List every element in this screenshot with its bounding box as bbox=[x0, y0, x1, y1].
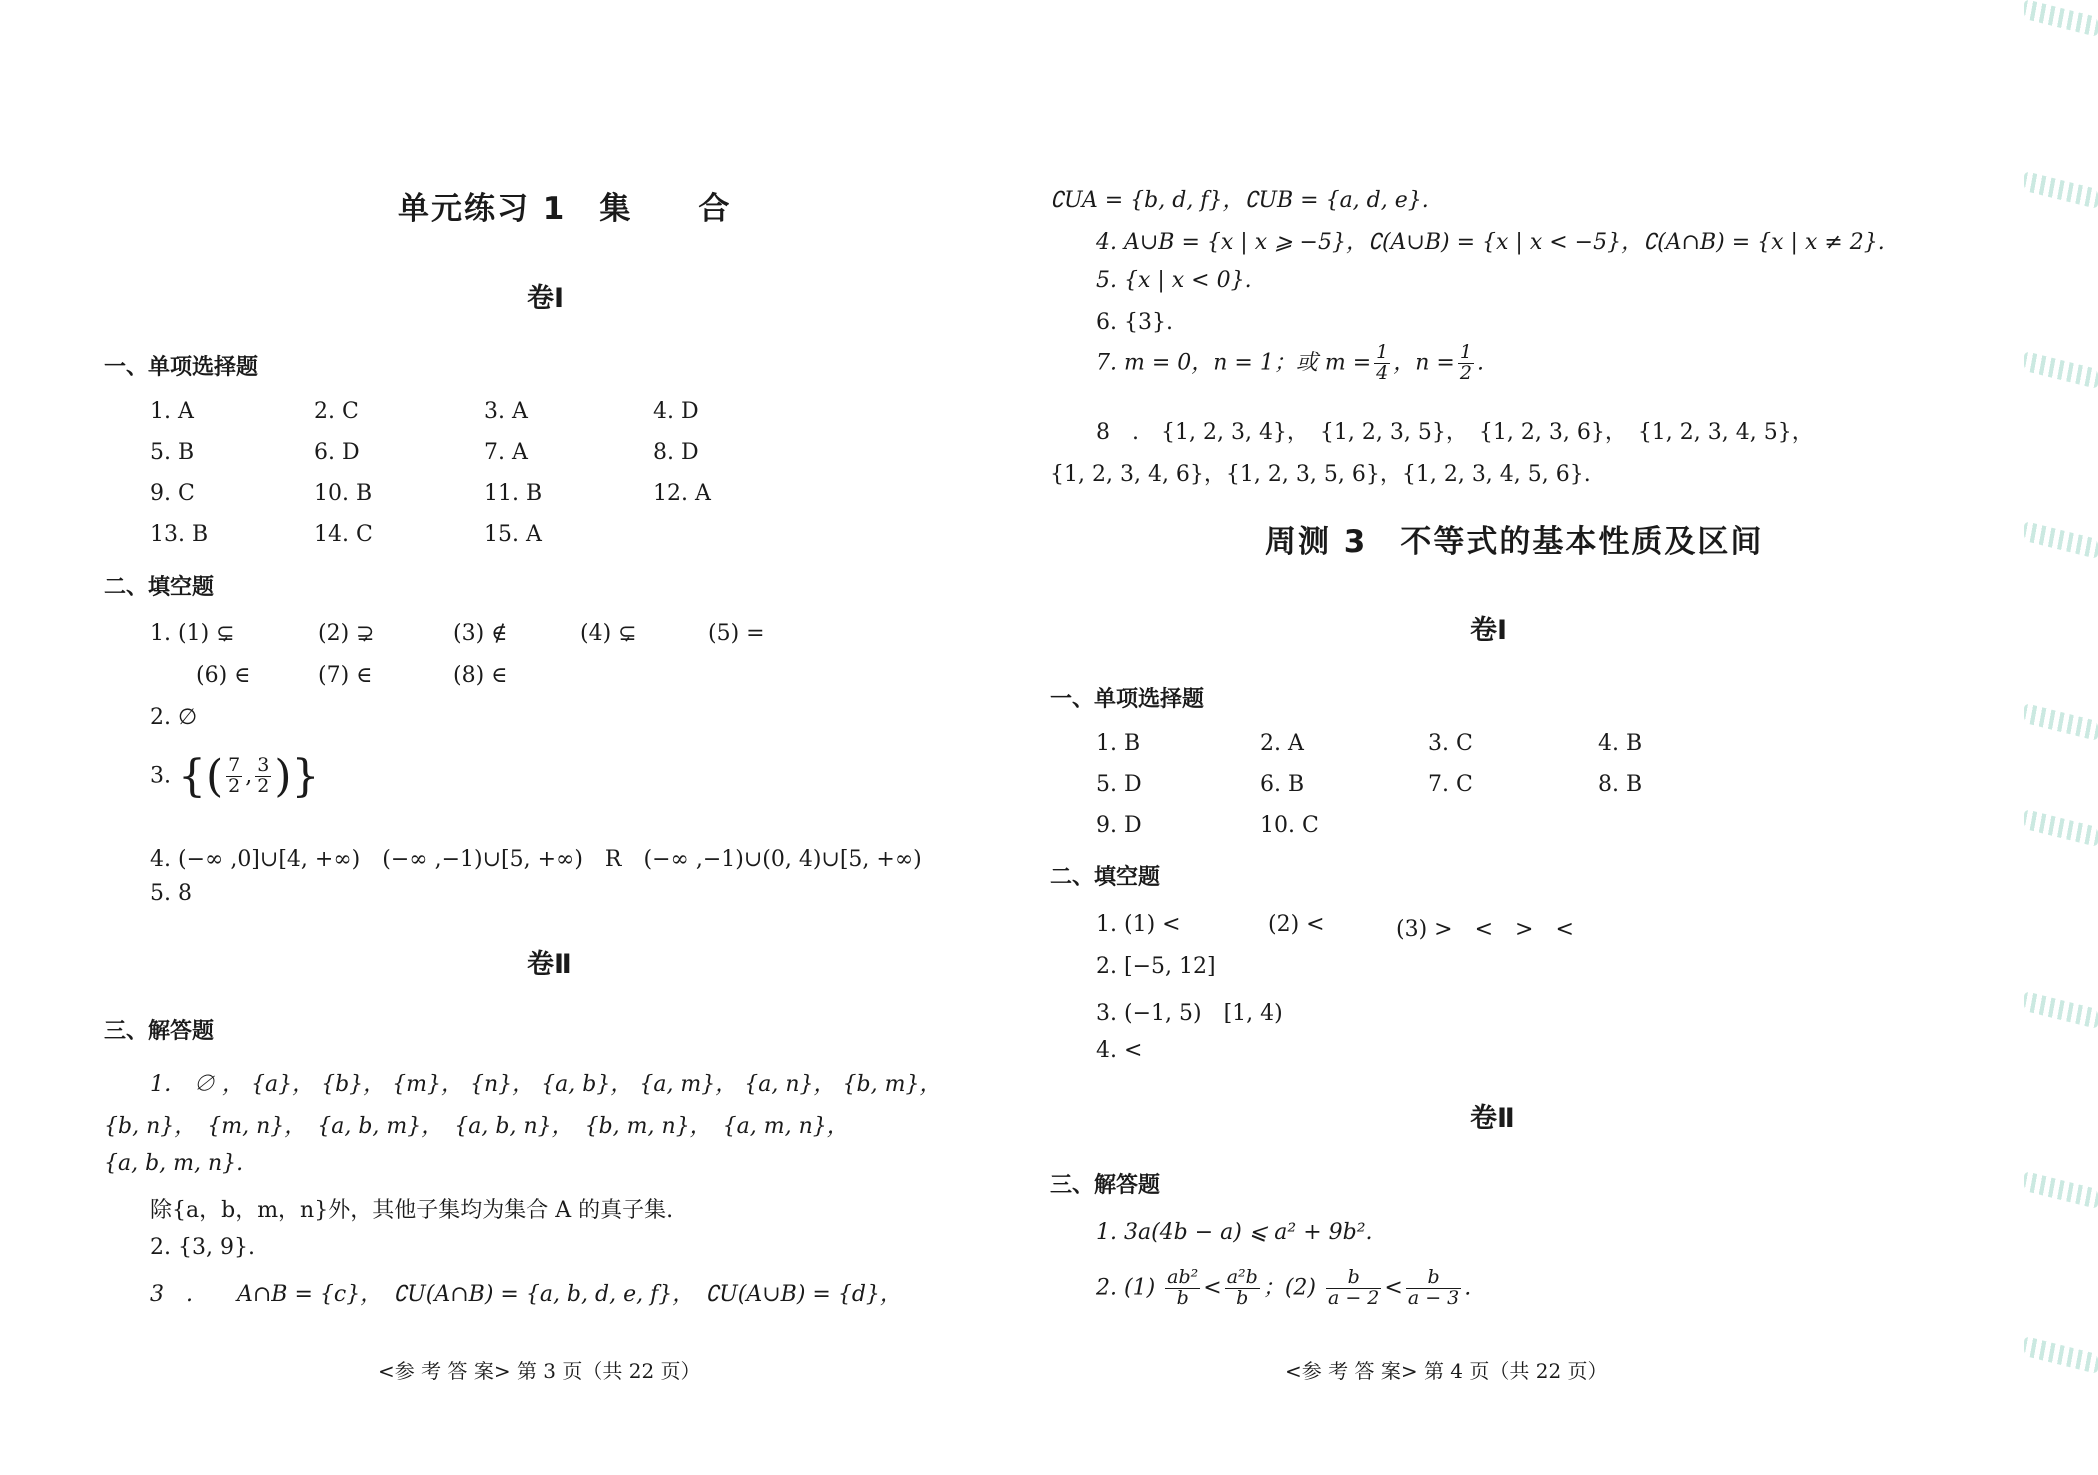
fill-1-part-2: (2) < bbox=[1268, 912, 1325, 937]
fill-1-part-7: (7) ∈ bbox=[318, 663, 373, 688]
answer-7-fraction-1: $\frac{1}{4}$ bbox=[1376, 341, 1389, 384]
fill-1-part-3: (3) > < > < bbox=[1396, 917, 1574, 942]
answer-3: 3 . A∩B = {c}， ∁U(A∩B) = {a, b, d, e, f}， ∁U(A∪B) = {d}， bbox=[150, 1282, 902, 1307]
choice-item: 3. C bbox=[1428, 731, 1473, 756]
fill-1-part-1: 1. (1) ⊊ bbox=[150, 621, 235, 646]
choice-item: 1. A bbox=[150, 399, 194, 424]
answer-1-line-4: 除{a，b，m，n}外，其他子集均为集合 A 的真子集. bbox=[150, 1198, 674, 1223]
section-heading-choice: 一、单项选择题 bbox=[1050, 687, 1205, 712]
answer-1-line-1: 1． ∅ ， {a}， {b}， {m}， {n}， {a, b}， {a, m}， {a, n}， {b, m}， bbox=[150, 1072, 942, 1097]
right-page bbox=[1040, 0, 2040, 1475]
answer-5: 5. {x | x < 0}. bbox=[1096, 268, 1252, 293]
answer-2: 2. (1) $\frac{\text{ab²}}{b}$ < $\frac{\text{a²b}}{b}$ ；(2) $\frac{b}{a - 2}$ < $\frac{b}{a - 3}$ . bbox=[1096, 1266, 1472, 1309]
section-heading-solve: 三、解答题 bbox=[104, 1019, 215, 1044]
fill-3-fraction-1: $\frac{7}{2}$ bbox=[228, 754, 241, 797]
volume-2-heading: 卷Ⅱ bbox=[527, 949, 572, 980]
choice-item: 2. C bbox=[314, 399, 359, 424]
fill-3: 3. {( $\frac{7}{2}$ , $\frac{3}{2}$ )} bbox=[150, 751, 320, 802]
volume-1-heading: 卷Ⅰ bbox=[527, 283, 565, 314]
answer-2-fraction-3: $\frac{b}{a - 2}$ bbox=[1327, 1266, 1380, 1309]
choice-item: 10. B bbox=[314, 481, 373, 506]
page-footer: <参 考 答 案> 第 3 页（共 22 页） bbox=[378, 1359, 701, 1383]
answer-7-fraction-2: $\frac{1}{2}$ bbox=[1459, 341, 1472, 384]
choice-item: 8. D bbox=[653, 440, 699, 465]
choice-item: 5. D bbox=[1096, 772, 1142, 797]
choice-item: 12. A bbox=[653, 481, 711, 506]
answer-1-line-3: {a, b, m, n}. bbox=[104, 1151, 244, 1176]
answer-2-fraction-1: $\frac{\text{ab²}}{b}$ bbox=[1167, 1266, 1199, 1309]
choice-item: 10. C bbox=[1260, 813, 1319, 838]
choice-item: 6. D bbox=[314, 440, 360, 465]
answer-4: 4. A∪B = {x | x ⩾ −5}，∁(A∪B) = {x | x < −5}，∁(A∩B) = {x | x ≠ 2}. bbox=[1096, 230, 1885, 255]
answer-2: 2. {3, 9}. bbox=[150, 1235, 255, 1260]
answer-7: 7. m = 0，n = 1；或 m = $\frac{1}{4}$ ，n = $\frac{1}{2}$ . bbox=[1096, 341, 1484, 384]
answer-2-fraction-2: $\frac{\text{a²b}}{b}$ bbox=[1226, 1266, 1258, 1309]
choice-item: 5. B bbox=[150, 440, 195, 465]
fill-2: 2. [−5, 12] bbox=[1096, 954, 1216, 979]
answer-2-fraction-4: $\frac{b}{a - 3}$ bbox=[1407, 1266, 1460, 1309]
fill-3-open-brackets: {( bbox=[178, 751, 224, 802]
choice-item: 14. C bbox=[314, 522, 373, 547]
choice-item: 4. B bbox=[1598, 731, 1643, 756]
fill-1-part-2: (2) ⊋ bbox=[318, 621, 375, 646]
volume-1-heading: 卷Ⅰ bbox=[1470, 615, 1508, 646]
volume-2-heading: 卷Ⅱ bbox=[1470, 1103, 1515, 1134]
answer-6: 6. {3}. bbox=[1096, 310, 1173, 335]
fill-3-fraction-2: $\frac{3}{2}$ bbox=[257, 754, 270, 797]
section-heading-choice: 一、单项选择题 bbox=[104, 355, 259, 380]
choice-item: 1. B bbox=[1096, 731, 1141, 756]
section-heading-solve: 三、解答题 bbox=[1050, 1173, 1161, 1198]
answer-1: 1. 3a(4b − a) ⩽ a² + 9b². bbox=[1096, 1220, 1373, 1245]
answer-8-line-2: {1, 2, 3, 4, 6}，{1, 2, 3, 5, 6}，{1, 2, 3, 4, 5, 6}. bbox=[1050, 462, 1591, 487]
choice-item: 8. B bbox=[1598, 772, 1643, 797]
choice-item: 15. A bbox=[484, 522, 542, 547]
fill-1-part-3: (3) ∉ bbox=[453, 621, 508, 646]
fill-4: 4. < bbox=[1096, 1038, 1143, 1063]
answer-1-line-2: {b, n}， {m, n}， {a, b, m}， {a, b, n}， {b, m, n}， {a, m, n}， bbox=[104, 1114, 849, 1139]
page-title: 周测 3 不等式的基本性质及区间 bbox=[1265, 524, 1764, 560]
fill-3-label: 3. bbox=[150, 763, 171, 789]
page-footer: <参 考 答 案> 第 4 页（共 22 页） bbox=[1285, 1359, 1608, 1383]
choice-item: 2. A bbox=[1260, 731, 1304, 756]
choice-item: 7. C bbox=[1428, 772, 1473, 797]
answer-8-line-1: 8 . {1, 2, 3, 4}， {1, 2, 3, 5}， {1, 2, 3, 6}， {1, 2, 3, 4, 5}， bbox=[1096, 420, 1814, 445]
answer-3-continued: ∁UA = {b, d, f}，∁UB = {a, d, e}. bbox=[1050, 188, 1429, 213]
fill-2: 2. ∅ bbox=[150, 705, 198, 730]
fill-1-part-4: (4) ⊊ bbox=[580, 621, 637, 646]
fill-5: 5. 8 bbox=[150, 881, 192, 906]
choice-item: 11. B bbox=[484, 481, 543, 506]
choice-item: 4. D bbox=[653, 399, 699, 424]
section-heading-fill: 二、填空题 bbox=[104, 575, 215, 600]
fill-3-close-brackets: )} bbox=[274, 751, 320, 802]
choice-item: 7. A bbox=[484, 440, 528, 465]
fill-3: 3. (−1, 5) [1, 4) bbox=[1096, 1001, 1283, 1026]
section-heading-fill: 二、填空题 bbox=[1050, 865, 1161, 890]
choice-item: 9. C bbox=[150, 481, 195, 506]
choice-item: 3. A bbox=[484, 399, 528, 424]
choice-item: 13. B bbox=[150, 522, 209, 547]
fill-1-part-8: (8) ∈ bbox=[453, 663, 508, 688]
fill-1-part-6: (6) ∈ bbox=[196, 663, 251, 688]
fill-1-part-1: 1. (1) < bbox=[1096, 912, 1181, 937]
choice-item: 9. D bbox=[1096, 813, 1142, 838]
choice-item: 6. B bbox=[1260, 772, 1305, 797]
left-page bbox=[0, 0, 1040, 1475]
fill-4: 4. (−∞ ,0]∪[4, +∞) (−∞ ,−1)∪[5, +∞) R (−∞ ,−1)∪(0, 4)∪[5, +∞) bbox=[150, 847, 922, 872]
fill-1-part-5: (5) = bbox=[708, 621, 765, 646]
page-title: 单元练习 1 集 合 bbox=[398, 191, 732, 227]
